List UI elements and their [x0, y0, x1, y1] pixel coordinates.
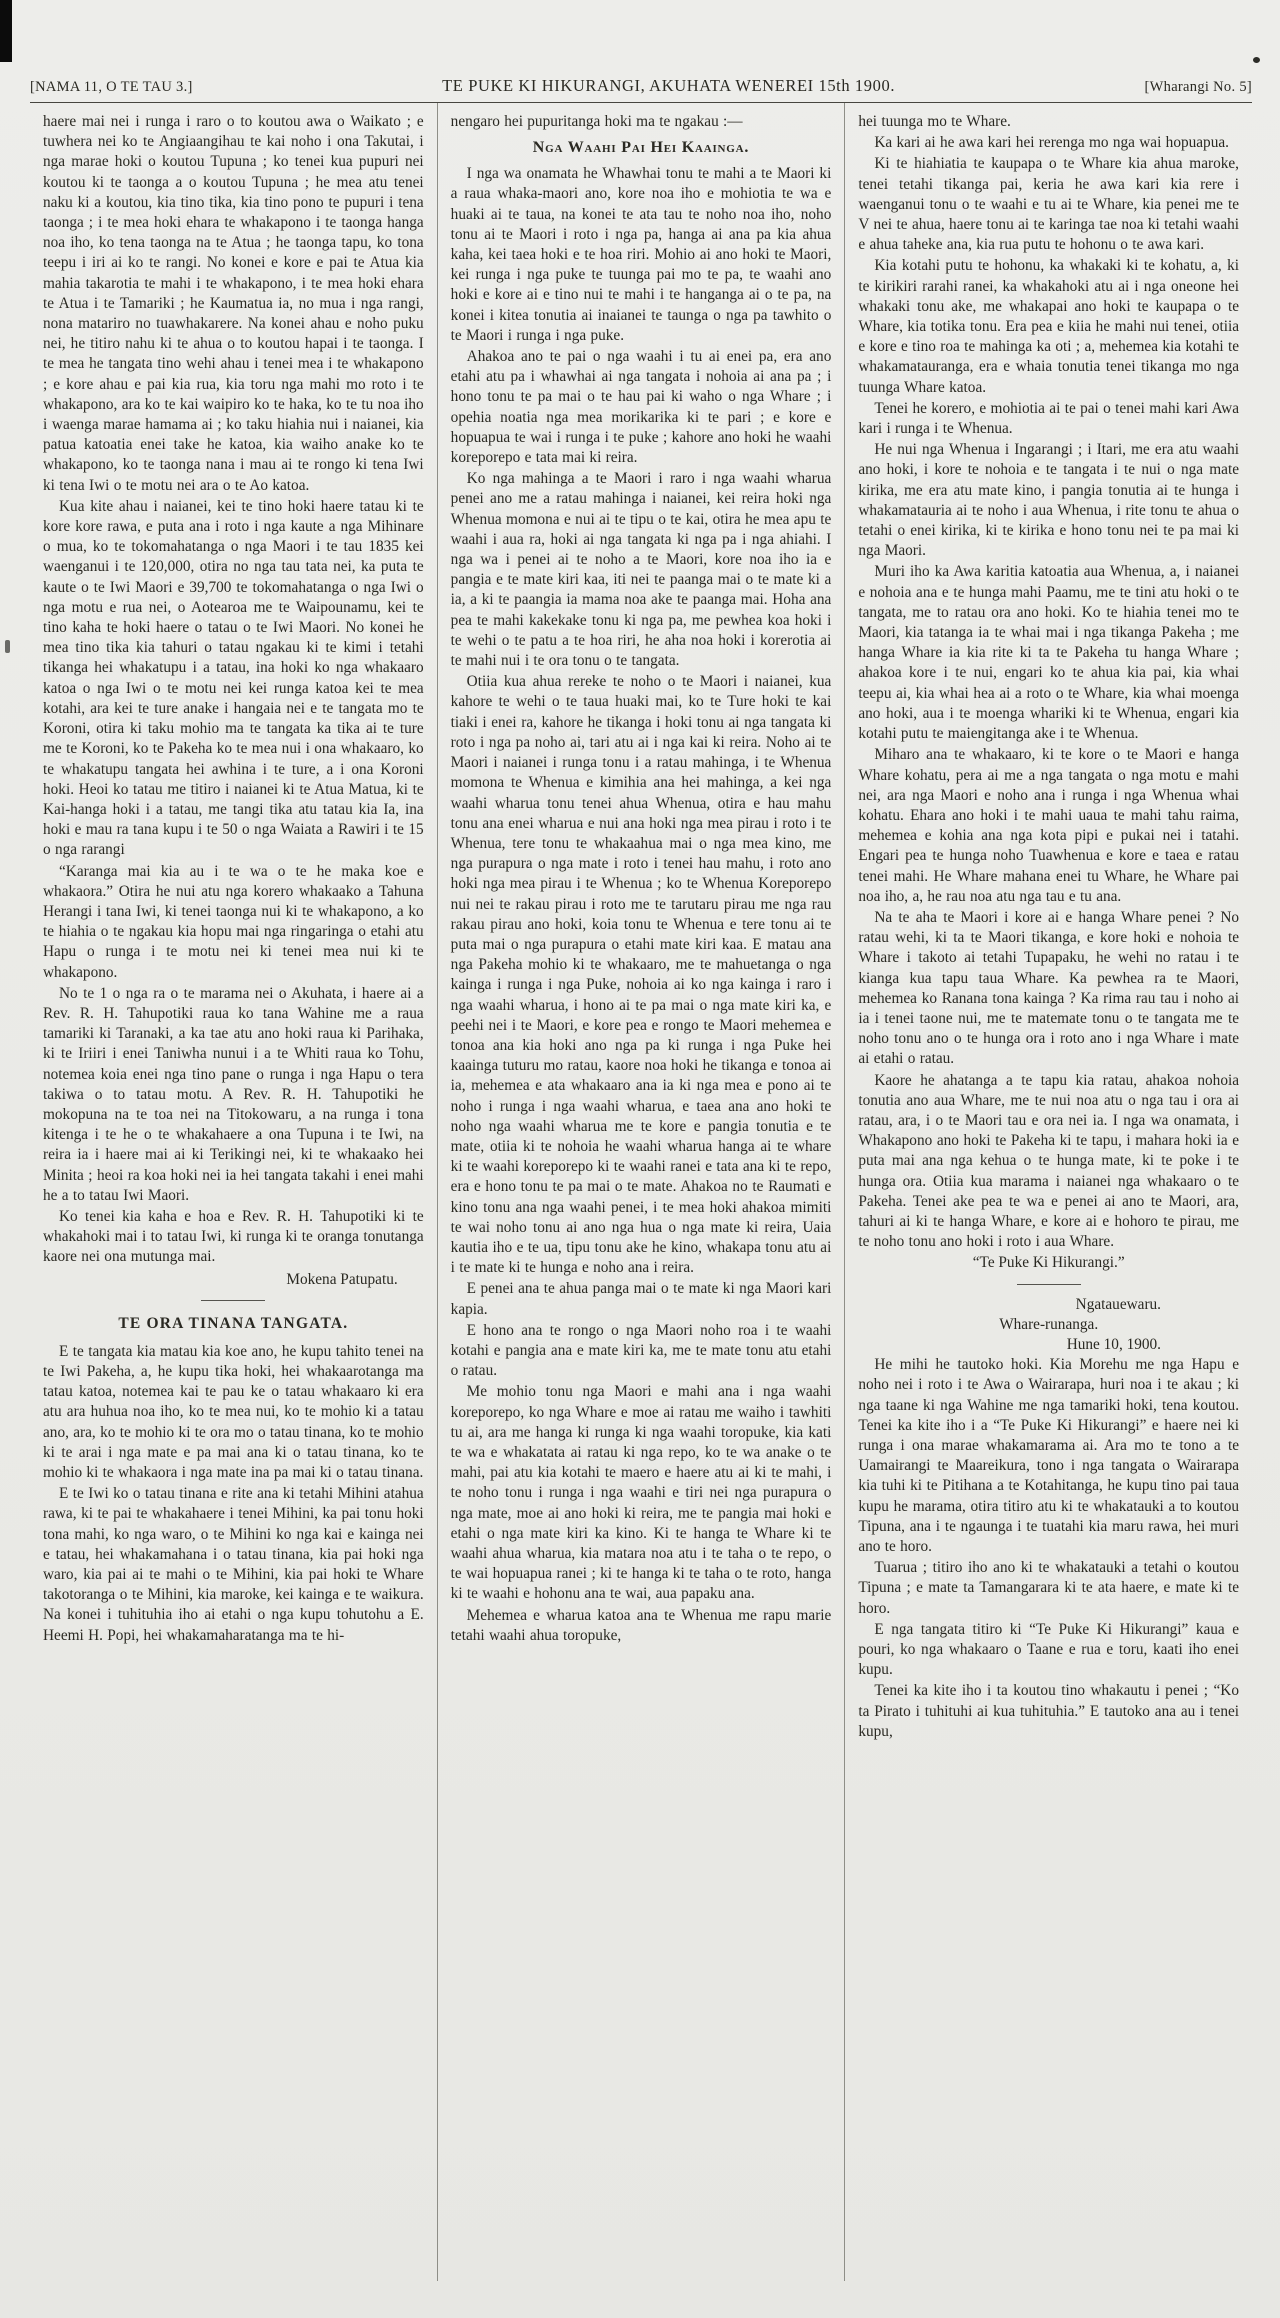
paragraph: E hono ana te rongo o nga Maori noho roa i te waahi kotahi e pangia ana e mate kiri ka, me te mate tonu atu etahi o ratau. — [450, 1321, 832, 1380]
paragraph: E nga tangata titiro ki “Te Puke Ki Hikurangi” kaua e pouri, ko nga whakaaro o Taane e rua e toru, kaati iho enei kupu. — [858, 1620, 1240, 1679]
issue-number: [NAMA 11, O TE TAU 3.] — [30, 79, 193, 95]
paragraph: “Karanga mai kia au i te wa o te he maka koe e whakaora.” Otira he nui atu nga korero whakaako a Tahuna Herangi i tana Iwi, ki tenei taonga nui ki te whakapono, a ko te hiahia o te ngakau kia hopu mai nga ringaringa o etahi atu Hapu o runga i te motu nei ki tenei mea nui ki te whakapono. — [43, 862, 424, 981]
column-2 — [437, 103, 845, 2281]
paragraph: Ko tenei kia kaha e hoa e Rev. R. H. Tahupotiki ki te whakahoki mai i to tatau Iwi, ki runga ki te oranga tonutanga kaore nei ona mutunga mai. — [43, 1207, 424, 1266]
paragraph: Kaore he ahatanga a te tapu kia ratau, ahakoa nohoia tonutia ano aua Whare, me te nui noa atu o nga tau i ora ai ratau, ara, i o te Maori tau e ora nei ia. I nga wa onamata, i Whakapono ano hoki te Pakeha ki te tapu, i mahara hoki ia e puta mai ana nga kehua o te hunga mate, ki te poke i te hunga ora. Otiia kua marama i naianei nga whakaaro o te Pakeha. Tenei ake pea te wa e penei ai ano te Maori, ara, tahuri ai ki te hanga Whare, e kore ai e hohoro te pirau, me te noho tonu ano hoki i roto i aua Whare. — [858, 1071, 1240, 1251]
paragraph: Kua kite ahau i naianei, kei te tino hoki haere tatau ki te kore kore rawa, e puta ana i roto i nga kaute a nga Mihinare o mua, ko te tokomahatanga o nga Maori i te tau 1835 kei waenganui i te 120,000, otira no nga tau tata nei, ka puta te kaute o te Iwi Maori e 39,700 te tokomahatanga o nga Iwi o nga motu e rua nei, o Aotearoa me te Waipounamu, kei te tino kaha te hoki haere o tatau o te Iwi Maori. No konei he mea tino tika kia tahuri o tatau ngakau ki te kimi i tetahi tikanga hei whakatupu i a tatau, ina hoki ko nga whakaaro katoa o nga Iwi o te motu nei kei runga katoa kei te mea kotahi, ara kei te ture anake i hangaia nei e te tangata mo te Koroni, otira ki taku mohio ma te tangata ka tika ai te ture me te Koroni, ko te Pakeha ko te mea nui i ona whakaaro, ko te whakatupu tangata hei awhina i te ture, a i ona Koroni hoki. Heoi ko tatau me titiro i naianei ki te Atua Matua, ki te Kai-hanga hoki i a tatau, me tangi tika atu tatau kia Ia, ina hoki e mau ra tana kupu i te 50 o nga Waiata a Rawiri i te 15 o nga rarangi — [43, 497, 424, 859]
scan-artifact-edge — [5, 640, 10, 653]
paragraph: E te tangata kia matau kia koe ano, he kupu tahito tenei na te Iwi Pakeha, a, he kupu tika hoki, hei whakaarotanga ma tatau katoa, notemea kai te pau ke o tatau whakaaro ki era atu ara huhua noa iho, ko te mea nui, ko te mohio ki a tatau ano, ara, ko te mohio ki te ora mo o tatau tinana, ko te mohio ki te arai i nga mate e pa mai ana ki o tatau tinana, ko te mohio ki te whakaora i nga mate ina pa mai ki o tatau tinana. — [43, 1342, 424, 1481]
masthead — [30, 76, 1252, 96]
paragraph: Mehemea e wharua katoa ana te Whenua me rapu marie tetahi waahi ahua toropuke, — [450, 1606, 832, 1644]
paragraph: E penei ana te ahua panga mai o te mate ki nga Maori kari kapia. — [450, 1280, 832, 1318]
article-heading: Nga Waahi Pai Hei Kaainga. — [532, 139, 750, 157]
newspaper-title: TE PUKE KI HIKURANGI, AKUHATA WENEREI 15th 1900. — [442, 76, 896, 95]
page-number: [Wharangi No. 5] — [1144, 79, 1252, 95]
paragraph: Kia kotahi putu te hohonu, ka whakaki ki te kohatu, a, ki te kirikiri rarahi ranei, ka whakahoki atu ai i nga oneone hei whakaki tonu ake, me whakapai ano hoki te kaupapa o te Whare, kia totika tonu. Era pea e kiia he mahi nui tenei, otiia e kore e tino roa te mahinga ka oti ; a, mehemea kia kotahi te whakamatauranga, era e whaia tonutia tenei tikanga mo nga tuunga Whare katoa. — [858, 257, 1240, 396]
paragraph: Tenei ka kite iho i ta koutou tino whakautu i penei ; “Ko ta Pirato i tuhituhi ai kua tuhituhia.” E tautoko ana au i tenei kupu, — [858, 1682, 1240, 1740]
dateline: Whare-runanga. — [999, 1315, 1099, 1333]
paragraph-continued: hei tuunga mo te Whare. — [858, 113, 1011, 130]
column-3 — [844, 103, 1252, 2281]
section-divider — [1017, 1284, 1081, 1285]
article-columns — [30, 103, 1252, 2281]
paragraph: No te 1 o nga ra o te marama nei o Akuhata, i haere ai a Rev. R. H. Tahupotiki raua ko tana Wahine me a raua tamariki ki Taranaki, a ka tae atu ano hoki raua ki Parihaka, ki te Iriiri i enei Taniwha nunui i a te Whiti raua ko Tohu, notemea koia enei nga tino pane o runga i nga Hapu o tera takiwa o to tatau motu. A Rev. R. H. Tahupotiki he mokopuna na te toa nei na Titokowaru, a na runga i tona kitenga i te he o te whakahaere a ona Tupuna i te Iwi, na reira ia i haere mai ai ki Terikingi nei, ki te whakaako hei Minita ; heoi ra koa hoki nei ia hei tangata takahi i enei mahi he a to tatau Iwi Maori. — [43, 984, 424, 1204]
signature: Mokena Patupatu. — [286, 1270, 398, 1288]
paragraph: E te Iwi ko o tatau tinana e rite ana ki tetahi Mihini atahua rawa, ki te pai te whakahaere i tenei Mihini, ka pai tonu hoki tona mahi, ko nga waro, o te Mihini ko nga kai e kainga nei e tatau, hei whakamahana i o tatau tinana, kia pai hoki nga waro, kia pai ai te mahi o te Mihini, kia pai hoki te Whare takotoranga o te Mihini, kia maroke, kei kainga e te waikura. Na konei i tuhituhia iho ai etahi o nga kupu tohutohu a E. Heemi H. Popi, hei whakamaharatanga ma te hi- — [43, 1485, 424, 1644]
paragraph: Tenei he korero, e mohiotia ai te pai o tenei mahi kari Awa kari i runga i te Whenua. — [858, 399, 1240, 438]
paragraph: Ko nga mahinga a te Maori i raro i nga waahi wharua penei ano me a ratau mahinga i naianei, kei reira hoki nga Whenua momona e nui ai te tipu o te kai, otira he mea apu te waahi i aua ra, hoki ai nga tangata ki nga pa i nga ahiahi. I nga wa i penei ai te noho a te Maori, kore noa iho ia e pangia e te mate kiri kaa, iti nei te paanga mai o te mate ki a ia, a ki te paangia ia mama noa ake te paanga mai. Hoha ana pea te mahi kakekake tonu ki nga pa, me pewhea koa hoki i te wehi o te patu a te hoa riri, he aha noa hoki i korerotia ai te mahi nui i te ora tonu o te tangata. — [450, 470, 832, 670]
section-heading: TE ORA TINANA TANGATA. — [118, 1314, 349, 1332]
dateline: Ngatauewaru. — [1075, 1295, 1162, 1313]
paragraph: Otiia kua ahua rereke te noho o te Maori i naianei, kua kahore te wehi o te taua huaki mai, ko te Ture hoki te kai tiaki i enei ra, kahore he tikanga i hoki tonu ai nga tangata ki roto i nga pa noho ai, tari atu ai i nga kai ki reira. Noho ai te Maori i naianei i runga tonu i a ratau mahinga, i te Whenua momona te Whenua e kimihia ana hei mahinga, a kei nga waahi wharua tonu tenei ahua Whenua, otira e hau mahu tonu ana enei wharua e nui ana hoki nga mea pirau i roto i te Whenua, tere tonu te whakaahua mai o nga mea kino, me nga purapura o nga mate i roto i tenei hau mahu, i roto ano hoki nga mea pirau i te Whenua ; ko te Whenua Koreporepo nui nei te rakau pirau i roto me te tarutaru pirau me nga rau rakau pirau ano hoki, koia tonu te Whenua e tere tonu ai te puta mai o nga purapura o etahi mate kiri kaa. E matau ana nga Pakeha mohio ki te whakaaro, me te mahuetanga o nga kainga i runga i nga Puke, nohoia ai ko nga kainga i raro i nga waahi wharua, i hono ai te pa mai o nga mate kiri ka, e peehi nei i te Maori, e kore pea e rongo te Maori mehemea e tonoa ana kia hoki ano nga pa ki runga i nga Puke hei kaainga tuturu mo ratau, kaore noa hoki he tikanga e tonoa ai ia, mehemea e ata whakaaro ana ia ki nga mea e pono ai te noho i runga i nga waahi wharua, e taea ana ano hoki te noho nga waahi wharua me te kore e pangia tonutia e te mate, otiia ki te nohoia he waahi wharua hanga ai te whare ki te waahi koreporepo ki te waahi ranei e tata ana ki te repo, era e hono tonu te pa mai o te mate. Ahakoa no te Raumati e kino tonu ana nga waahi penei, i te mea hoki ahakoa mimiti te wai noho tonu ai ano nga hua o nga mate ki reira, Uaia kautia iho e te ua, tipu tonu ake he kino, whakapa tonu atu ai i te mate ki te hunga e noho ana i reira. — [450, 673, 832, 1277]
column-1 — [30, 103, 437, 2281]
paragraph: Ki te hiahiatia te kaupapa o te Whare kia ahua maroke, tenei tetahi tikanga pai, keria he awa kari kia rere i waenganui tonu o te waahi e tu ai te Whare, kia penei me te V nei te ahua, haere tonu ai te karinga tae noa ki tetahi waahi e ahua taheke ana, kia rua putu te hohonu o te awa kari. — [858, 155, 1240, 254]
paragraph: Na te aha te Maori i kore ai e hanga Whare penei ? No ratau wehi, ki ta te Maori tikanga, e kore hoki e nohoia te Whare i takoto ai tetahi Tupapaku, he wehi no ratau i te kianga kua tapu taua Whare. Ka pewhea ra te Maori, mehemea ko Ranana tona kainga ? Ka rima rau tau i noho ai ia i tenei taone nui, me te matemate tonu o te tangata me te noho tonu ano o te hunga ora i roto ano i nga Whare i mate ai etahi o ratau. — [858, 908, 1240, 1068]
paragraph: Tuarua ; titiro iho ano ki te whakatauki a tetahi o koutou Tipuna ; e mate ta Tamangarara ki te ata haere, e mate ki te horo. — [858, 1559, 1240, 1617]
paragraph: I nga wa onamata he Whawhai tonu te mahi a te Maori ki a raua whaka-maori ano, kore noa iho e mohiotia te wa e huaki ai te taua, na konei te ata tau te noho noa iho, noho tonu ai te Maori i roto i nga pa, hanga ai ana pa kia ahua kaha, kei taea hoki e te hoa riri. Mohio ai ano hoki te Maori, kei runga i nga puke te tuunga pai mo te pa, te waahi ano hoki e kore ai e tino nui te mahi i te hanganga ai o te pa, na konei i kitea tonutia ai inaianei te taunga o nga pa tawhito o te Maori i runga i nga puke. — [450, 165, 832, 344]
paragraph: He mihi he tautoko hoki. Kia Morehu me nga Hapu e noho nei i roto i te Awa o Wairarapa, huri noa i te akau ; ki nga taane ki nga Wahine me nga tamariki hoki, tena koutou. Tenei ka kite iho i a “Te Puke Ki Hikurangi” e haere nei ki runga i ona marae whakamarama ai. Ara mo te tono a te Uamairangi te Maareikura, tono i nga tangata o Wairarapa kia tuhi ki te Pitihana a te Kotahitanga, he kupu tino pai taua kupu he marama, otira titiro atu ki te whakatauki a to koutou Tipuna, ana i te ngaunga i te tuatahi kia maru rawa, hei muri ano te horo. — [858, 1356, 1240, 1556]
paragraph-continued: nengaro hei pupuritanga hoki ma te ngakau :— — [450, 113, 743, 130]
scan-artifact-dot — [1253, 57, 1260, 63]
dateline: “Te Puke Ki Hikurangi.” — [972, 1254, 1125, 1272]
paragraph: He nui nga Whenua i Ingarangi ; i Itari, me era atu waahi ano hoki, i kore te nohoia e te tangata i te nui o nga mate kirika, me era atu mate kino, i pangia tonutia ai te hunga i whakamatauria ai te noho i aua Whenua, i rite tonu te ahua o tetahi o enei kirika, ki te kirika e hono tonu nei te pa mai ki nga Maori. — [858, 441, 1240, 560]
page-content — [30, 76, 1252, 2281]
paragraph-continued: haere mai nei i runga i raro o to koutou awa o Waikato ; e tuwhera nei ko te Angiaangihau te kai noho i ona Takutai, i nga marae hoki o koutou Tupuna ; ko tenei kua pupuri nei koutou ki te taonga a o koutou Tupuna ; he mea atu tenei naku ki a koutou, kia tino tika, kia tino pono te pupuri i tena taonga ; i te mea hoki ehara te whakapono i te taonga hanga noa iho, ko tena taonga na te Atua ; he taonga tapu, ko tona teepu i iri ai ko te rangi. No konei e kore e pai te Atua kia mahia takarotia te mahi i te whakapono, i te mea hoki ehara te Atua i te Tamariki ; he Kaumatua ia, no mua i nga rangi, nona matariro no tuawhakarere. Na konei ahau e noho puku nei, he titiro nahu ki te ahua o to koutou hapai i te taonga. I te mea he tangata tino wehi ahau i tenei mea i te whakapono ; e kore ahau e pai kia rua, kia toru nga mahi mo roto i te whakapono, ara ko te kai waipiro ko te haka, ko te tu noa iho i waenga marae hamama ai ; ko taku hiahia nui i naianei, kia patua katoatia enei take he katoa, kia waiho anake ko te whakapono, ko te taonga nana i mau ai te rongo ki tena Iwi ki tena Iwi o te motu nei ara o te Ao katoa. — [43, 113, 424, 494]
paragraph: Miharo ana te whakaaro, ki te kore o te Maori e hanga Whare kohatu, pera ai me a nga tangata o nga motu e mahi nei, ara nga Maori e noho ana i runga i nga Whenua whai kohatu. Ehara ano hoki i te mahi uaua te mahi tahu raima, mehemea e kohia ana nga kota pipi e pukai nei i tatahi. Engari pea te hunga noho Tuawhenua e kore e taea e ratau tenei mahi. He Whare mahana enei tu Whare, he Whare pai noa iho, a, he rau noa atu nga tau e tu ana. — [858, 746, 1240, 905]
paragraph: Ahakoa ano te pai o nga waahi i tu ai enei pa, era ano etahi atu pa i whawhai ai nga tangata i nohoia ai ana pa ; i hono tonu te pa mai o te hau pai ki waho o nga Whare ; i opehia noatia nga mea morikarika ki te pari ; e kore e hopuapua te wai i runga i te puke ; kahore ano hoki he waahi koreporepo e tata mai ki reira. — [450, 348, 832, 467]
paragraph: Me mohio tonu nga Maori e mahi ana i nga waahi koreporepo, ko nga Whare e moe ai ratau me waiho i tawhiti tu ai, ara me hanga ki runga ki nga waahi toropuke, kia kati te wa e whakatata ai ratau ki nga repo, ko te wa anake o te mahi, pai atu kia kotahi te maero e haere atu ai ki te mahi, i te noho tonu i runga i nga waahi e tiri nei nga purapura o nga mate, moe ai ano hoki ki reira, me te pangia mai hoki e etahi o nga mate kiri ka kino. Ki te hanga te Whare ki te waahi ahua wharua, kia matara noa atu i te taha o te repo, o te wai hopuapua ranei ; ki te hanga ki te taha o te roto, hanga ki te waahi e hohonu ana te wai, aua papaku ana. — [450, 1383, 832, 1603]
paragraph: Muri iho ka Awa karitia katoatia aua Whenua, a, i naianei e nohoia ana e te hunga mahi Paamu, me te tini atu hoki o te tangata, me to ratau ora ano hoki. Ko te hiahia tenei mo te Maori, kia tatanga ia te whai mai i nga tikanga Pakeha ; me hanga Whare ia kia rite ki ta te Pakeha tu hanga Whare ; ahakoa kore i te nui, engari ko te ahua kia pai, kia whai teepu ai, kia whai hea ai a roto o te Whare, kia whai moenga ano hoki, aua i te moenga whariki ki te Whenua, engari kia kotahi putu te maiengitanga ake i te Whenua. — [858, 563, 1240, 743]
paragraph: Ka kari ai he awa kari hei rerenga mo nga wai hopuapua. — [874, 134, 1229, 152]
scan-artifact-corner — [0, 0, 12, 62]
dateline: Hune 10, 1900. — [1066, 1335, 1162, 1353]
section-divider — [201, 1300, 265, 1301]
